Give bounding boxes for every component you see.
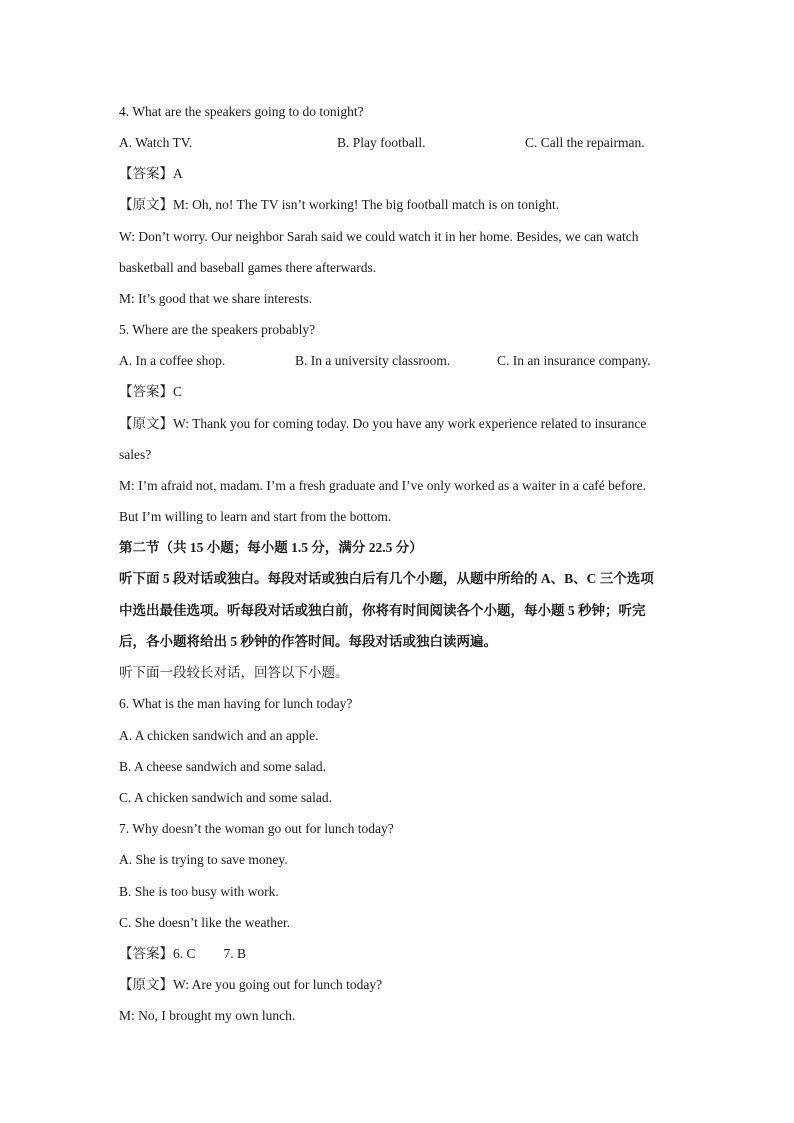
q4-option-c: C. Call the repairman. bbox=[525, 135, 645, 150]
q5-transcript-line: But I’m willing to learn and start from the bottom. bbox=[119, 509, 392, 524]
q5-answer: 【答案】C bbox=[119, 384, 183, 399]
q4-transcript-line: basketball and baseball games there afterwards. bbox=[119, 260, 377, 275]
q6-option-b: B. A cheese sandwich and some salad. bbox=[119, 759, 326, 774]
section-instructions-line: 听下面 5 段对话或独白。每段对话或独白后有几个小题，从题中所给的 A、B、C 三个选项 bbox=[119, 571, 654, 586]
question-6: 6. What is the man having for lunch today? bbox=[119, 696, 353, 711]
q5-option-b: B. In a university classroom. bbox=[295, 353, 451, 368]
transcript-line: 【原文】W: Are you going out for lunch today? bbox=[119, 977, 383, 992]
answer-7: 7. B bbox=[223, 946, 247, 961]
q5-transcript-line: M: I’m afraid not, madam. I’m a fresh graduate and I’ve only worked as a waiter in a café before. bbox=[119, 478, 647, 493]
q5-transcript-line: sales? bbox=[119, 447, 152, 462]
q4-option-b: B. Play football. bbox=[337, 135, 426, 150]
q4-transcript-line: W: Don’t worry. Our neighbor Sarah said we could watch it in her home. Besides, we can watch bbox=[119, 229, 639, 244]
answer-6: 【答案】6. C bbox=[119, 946, 196, 961]
section-instructions-line: 后，各小题将给出 5 秒钟的作答时间。每段对话或独白读两遍。 bbox=[119, 634, 497, 649]
q4-transcript-line: M: It’s good that we share interests. bbox=[119, 291, 313, 306]
section-heading: 第二节（共 15 小题；每小题 1.5 分，满分 22.5 分） bbox=[119, 540, 423, 555]
q5-option-c: C. In an insurance company. bbox=[497, 353, 651, 368]
answers-6-7 bbox=[119, 945, 246, 963]
q7-option-c: C. She doesn’t like the weather. bbox=[119, 915, 291, 930]
q6-option-c: C. A chicken sandwich and some salad. bbox=[119, 790, 332, 805]
q5-option-a: A. In a coffee shop. bbox=[119, 353, 226, 368]
transcript-line: M: No, I brought my own lunch. bbox=[119, 1008, 296, 1023]
q4-option-a: A. Watch TV. bbox=[119, 135, 193, 150]
section-instructions-line: 中选出最佳选项。听每段对话或独白前，你将有时间阅读各个小题，每小题 5 秒钟；听完 bbox=[119, 603, 646, 618]
section-prompt: 听下面一段较长对话，回答以下小题。 bbox=[119, 665, 349, 680]
q7-option-a: A. She is trying to save money. bbox=[119, 852, 288, 867]
question-5: 5. Where are the speakers probably? bbox=[119, 322, 316, 337]
question-7: 7. Why doesn’t the woman go out for lunch today? bbox=[119, 821, 394, 836]
q4-transcript-line: 【原文】M: Oh, no! The TV isn’t working! The big football match is on tonight. bbox=[119, 197, 560, 212]
q6-option-a: A. A chicken sandwich and an apple. bbox=[119, 728, 319, 743]
question-4: 4. What are the speakers going to do tonight? bbox=[119, 104, 364, 119]
q4-answer: 【答案】A bbox=[119, 166, 183, 181]
q5-transcript-line: 【原文】W: Thank you for coming today. Do you have any work experience related to insurance bbox=[119, 416, 647, 431]
q7-option-b: B. She is too busy with work. bbox=[119, 884, 279, 899]
